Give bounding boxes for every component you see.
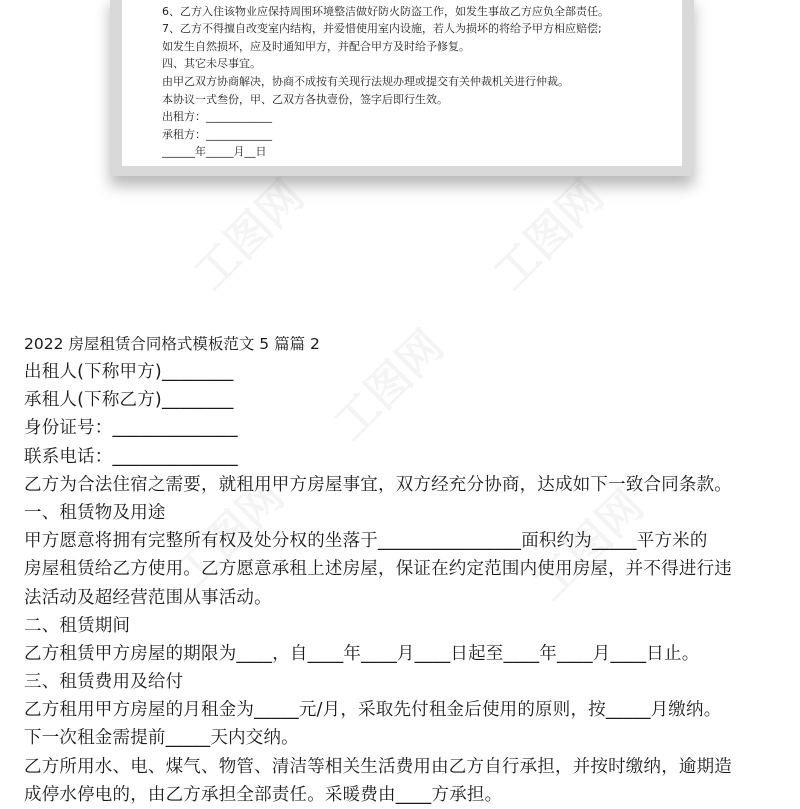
section-heading: 二、租赁期间 — [24, 615, 131, 636]
document-line: 出租人(下称甲方)________ — [24, 362, 234, 382]
section-heading: 三、租赁费用及给付 — [24, 672, 184, 693]
document-line: 法活动及超经营范围从事活动。 — [24, 587, 272, 608]
section-heading: 一、租赁物及用途 — [24, 502, 166, 523]
document-title: 2022 房屋租赁合同格式模板范文 5 篇篇 2 — [24, 335, 320, 353]
preview-page-frame — [110, 0, 694, 176]
preview-page — [122, 0, 682, 166]
document-line: 身份证号：______________ — [24, 418, 238, 439]
document-body — [24, 332, 786, 809]
preview-line: 如发生自然损坏，应及时通知甲方，并配合甲方及时给予修复。 — [162, 39, 470, 53]
document-line: 联系电话：______________ — [24, 446, 238, 467]
preview-line: 承租方：____________ — [162, 127, 272, 141]
preview-line: 7、乙方不得擅自改变室内结构，并爱惜使用室内设施，若人为损坏的将给予甲方相应赔偿; — [162, 22, 602, 36]
preview-line: 出租方：____________ — [162, 110, 272, 124]
document-line: 乙方租用甲方房屋的月租金为_____元/月，采取先付租金后使用的原则，按_____月缴纳。 — [24, 700, 722, 721]
document-line: 乙方为合法住宿之需要，就租用甲方房屋事宜，双方经充分协商，达成如下一致合同条款。 — [24, 474, 732, 495]
document-line: 成停水停电的，由乙方承担全部责任。采暖费由____方承担。 — [24, 784, 503, 805]
preview-line: 四、其它未尽事宜。 — [162, 57, 261, 71]
preview-line: 由甲乙双方协商解决，协商不成按有关现行法规办理或提交有关仲裁机关进行仲裁。 — [162, 74, 569, 88]
watermark — [177, 163, 316, 302]
watermark — [477, 163, 616, 302]
preview-line: 6、乙方入住该物业应保持周围环境整洁做好防火防盗工作，如发生事故乙方应负全部责任。 — [162, 4, 609, 18]
document-line: 乙方所用水、电、煤气、物管、清洁等相关生活费用由乙方自行承担，并按时缴纳，逾期造 — [24, 756, 732, 777]
document-line: 乙方租赁甲方房屋的期限为____，自____年____月____日起至____年____月____日止。 — [24, 643, 700, 664]
preview-line: ______年_____月__日 — [162, 145, 267, 159]
preview-line: 本协议一式叁份，甲、乙双方各执壹份，签字后即行生效。 — [162, 92, 448, 106]
document-line: 承租人(下称乙方)________ — [24, 390, 234, 411]
document-line: 甲方愿意将拥有完整所有权及处分权的坐落于________________面积约为_____平方米的 — [24, 531, 708, 552]
document-line: 房屋租赁给乙方使用。乙方愿意承租上述房屋，保证在约定范围内使用房屋，并不得进行违 — [24, 559, 732, 580]
document-line: 下一次租金需提前_____天内交纳。 — [24, 728, 299, 749]
